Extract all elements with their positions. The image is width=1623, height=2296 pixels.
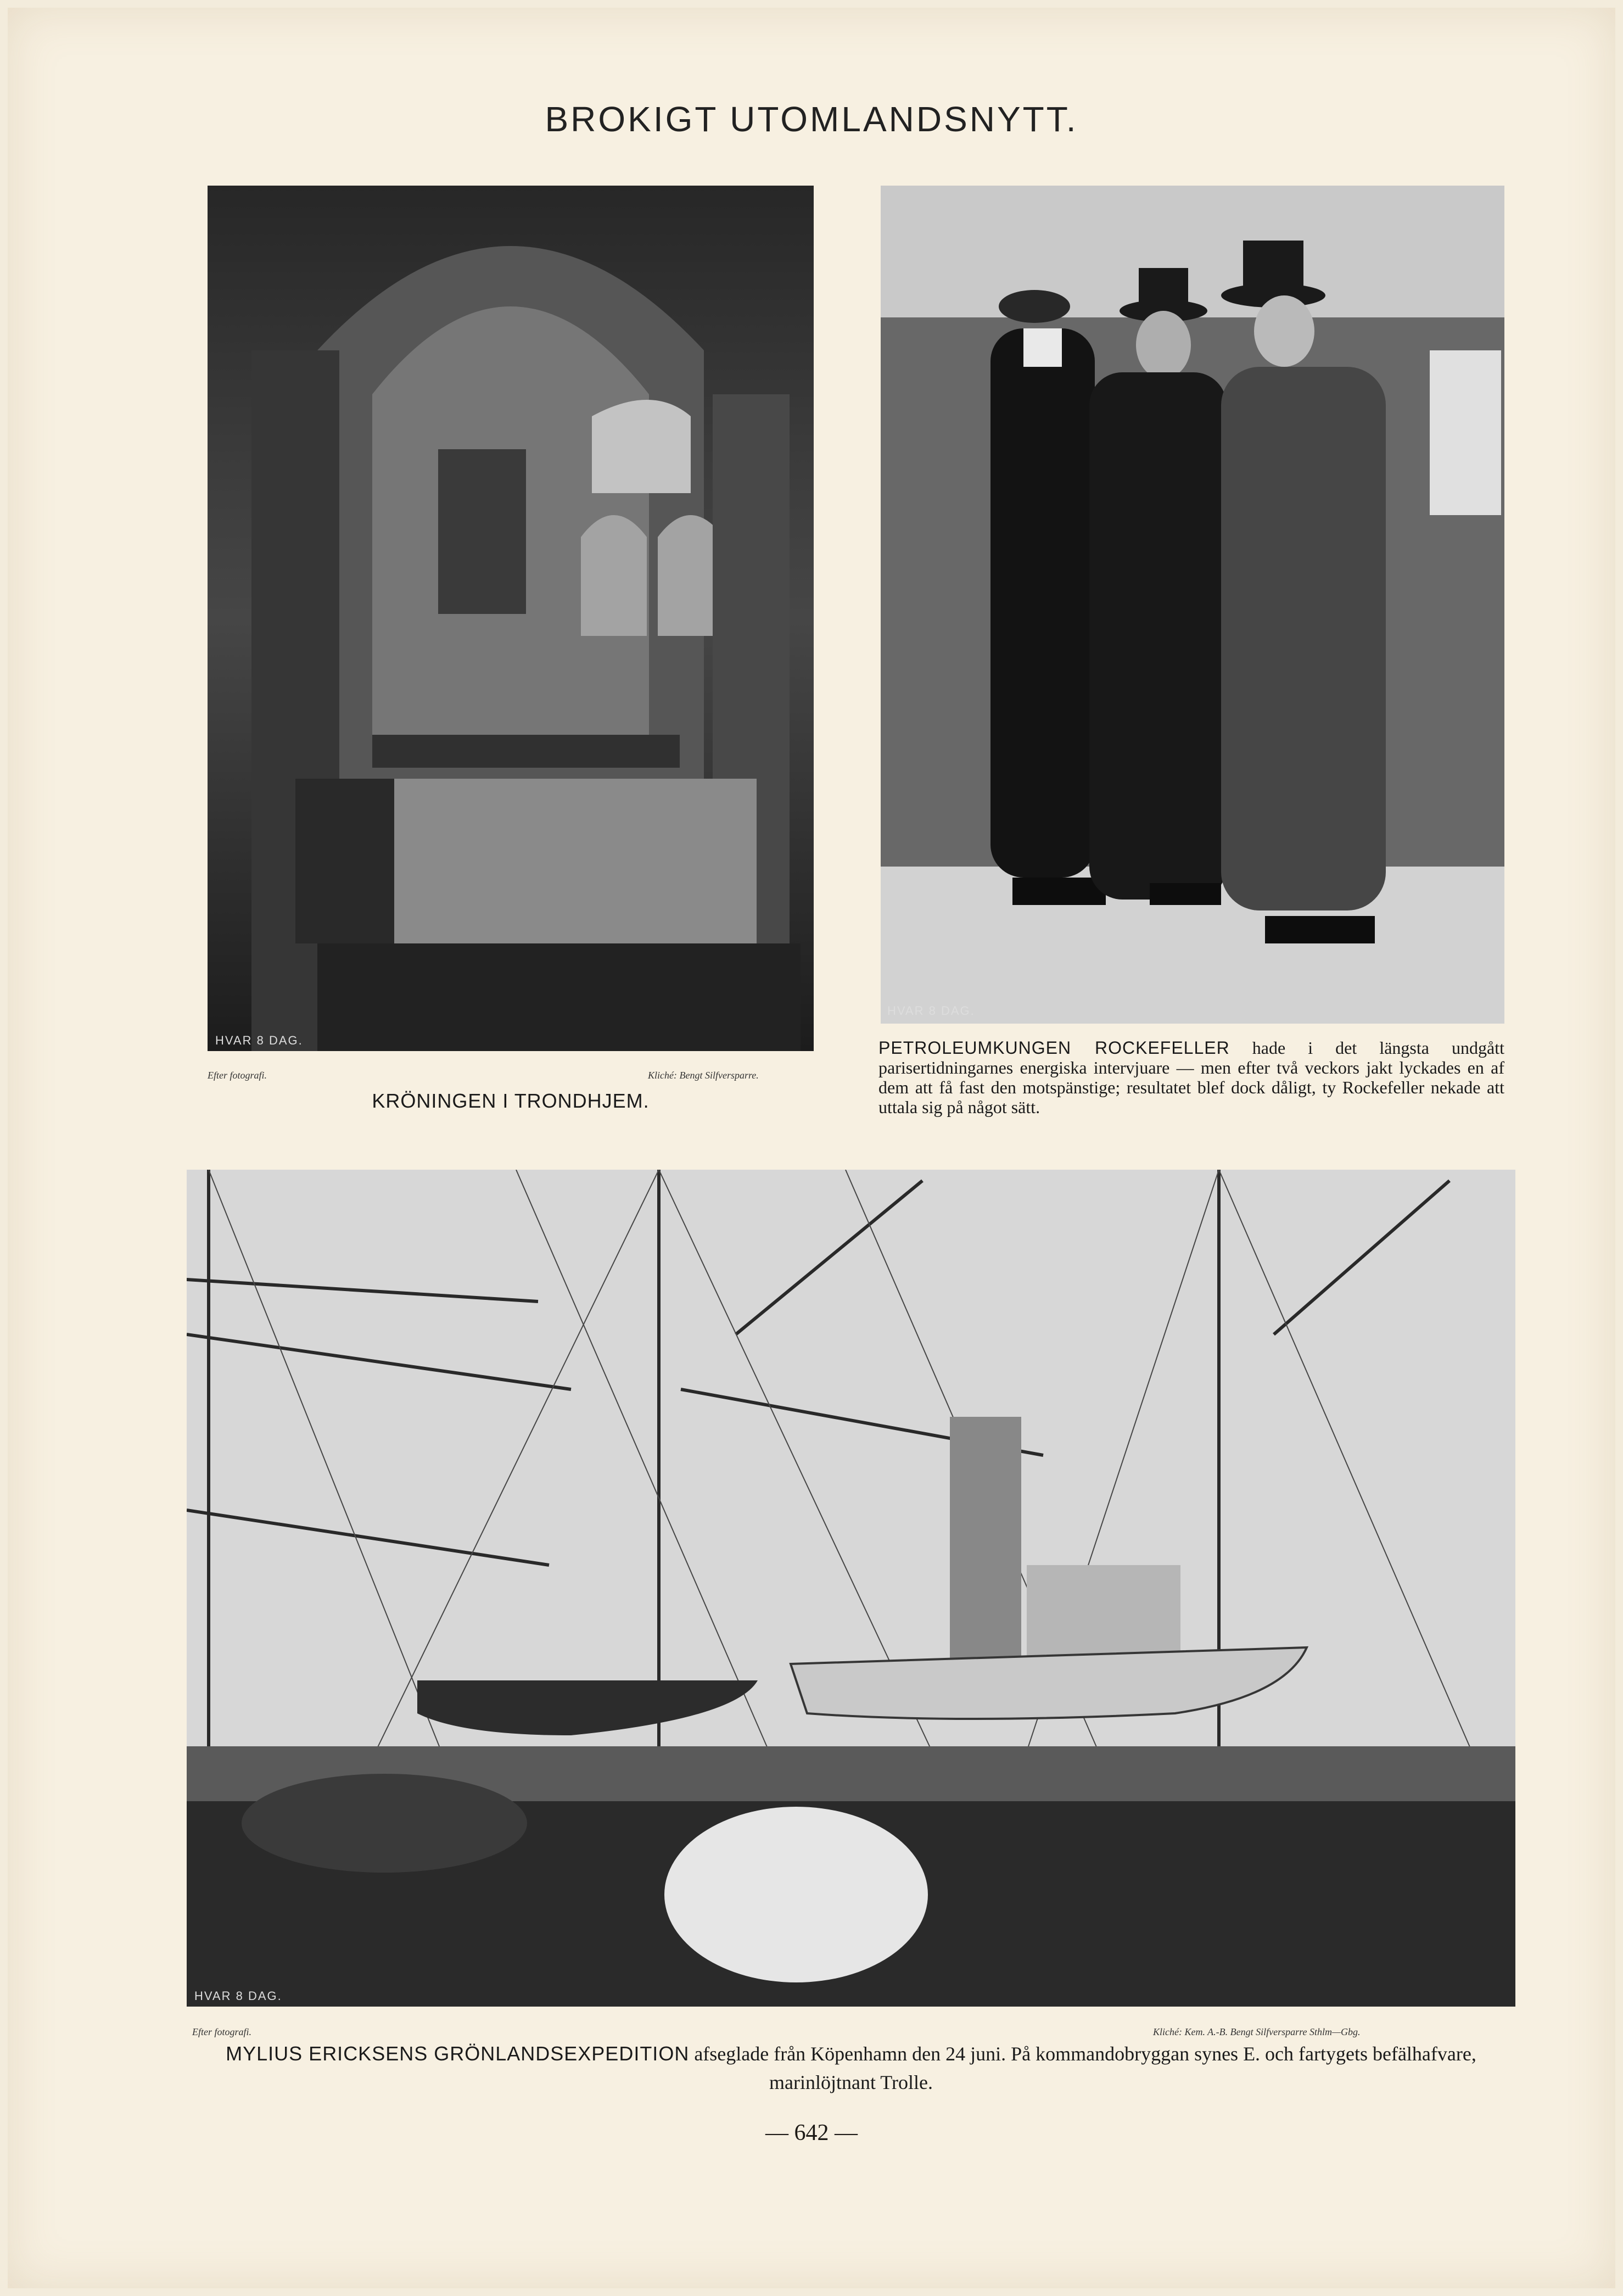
coronation-caption: KRÖNINGEN I TRONDHJEM.: [372, 1090, 650, 1112]
expedition-photo: [187, 1170, 1515, 2007]
coronation-cliche-credit: Kliché: Bengt Silfversparre.: [648, 1070, 759, 1081]
rockefeller-caption-head: PETROLEUMKUNGEN ROCKEFELLER: [878, 1038, 1230, 1058]
expedition-photo-credit: Efter fotografi.: [192, 2026, 251, 2037]
expedition-caption: [192, 2040, 1510, 2097]
coronation-illustration: [208, 186, 814, 1051]
svg-text:HVAR 8 DAG.: HVAR 8 DAG.: [887, 1004, 975, 1018]
rockefeller-caption: [878, 1038, 1504, 1117]
rockefeller-illustration: [881, 186, 1504, 1024]
svg-text:HVAR 8 DAG.: HVAR 8 DAG.: [215, 1034, 303, 1047]
expedition-illustration: [187, 1170, 1515, 2007]
expedition-caption-head: MYLIUS ERICKSENS GRÖNLANDSEXPEDITION: [226, 2042, 690, 2065]
rockefeller-photo: [881, 186, 1504, 1024]
coronation-photo-credit: Efter fotografi.: [208, 1070, 267, 1081]
rockefeller-caption-body: hade i det längsta undgått parisertidningarnes energiska intervjuare — men efter två veckors jakt lyckades en af dem att få fast den motspänstige; resultatet blef dock dåligt, ty Rockefeller nekade att uttala sig på något sätt.: [878, 1038, 1505, 1117]
expedition-caption-body: afseglade från Köpenhamn den 24 juni. På kommandobryggan synes E. och fartygets befälhafvare, marinlöjtnant Trolle.: [689, 2043, 1476, 2093]
svg-text:HVAR 8 DAG.: HVAR 8 DAG.: [194, 1989, 282, 2003]
page-number: — 642 —: [765, 2120, 858, 2146]
expedition-cliche-credit: Kliché: Kem. A.-B. Bengt Silfversparre Sthlm—Gbg.: [1153, 2026, 1361, 2037]
page-title: BROKIGT UTOMLANDSNYTT.: [545, 99, 1078, 139]
coronation-photo: [208, 186, 814, 1051]
